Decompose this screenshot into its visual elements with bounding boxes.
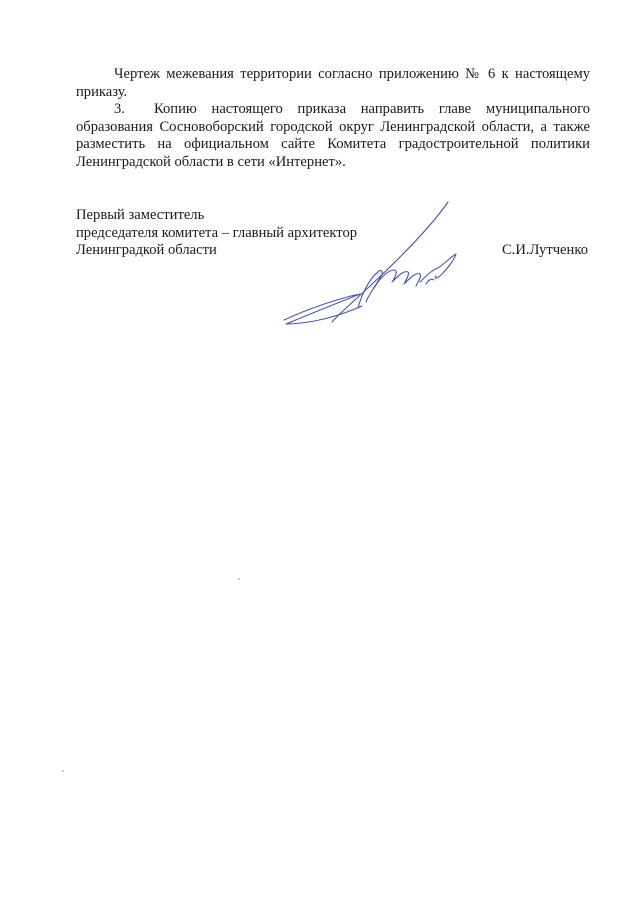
signatory-position-line-3: Ленинградкой области [76, 242, 217, 259]
paragraph-item-3 [76, 101, 590, 171]
item-number: 3. [114, 101, 125, 118]
signatory-position-line-2: председателя комитета – главный архитектор [76, 224, 358, 241]
signatory-name: С.И.Лутченко [501, 242, 588, 258]
paragraph-drawing-reference [76, 66, 590, 101]
signatory-position-line-1: Первый заместитель [76, 207, 205, 223]
handwritten-signature [270, 198, 470, 333]
paragraph-text: Чертеж межевания территории согласно приложению № 6 к настоящему приказу. [76, 66, 590, 100]
scan-speck [62, 770, 64, 772]
paragraph-text: Копию настоящего приказа направить главе муниципального образования Сосновоборский городской округ Ленинградской области, а также разместить на официальном сайте Комитета градостроительной политики Ленинградской области в сети «Интернет». [76, 101, 590, 170]
document-body [76, 66, 590, 172]
scan-speck [238, 578, 240, 580]
